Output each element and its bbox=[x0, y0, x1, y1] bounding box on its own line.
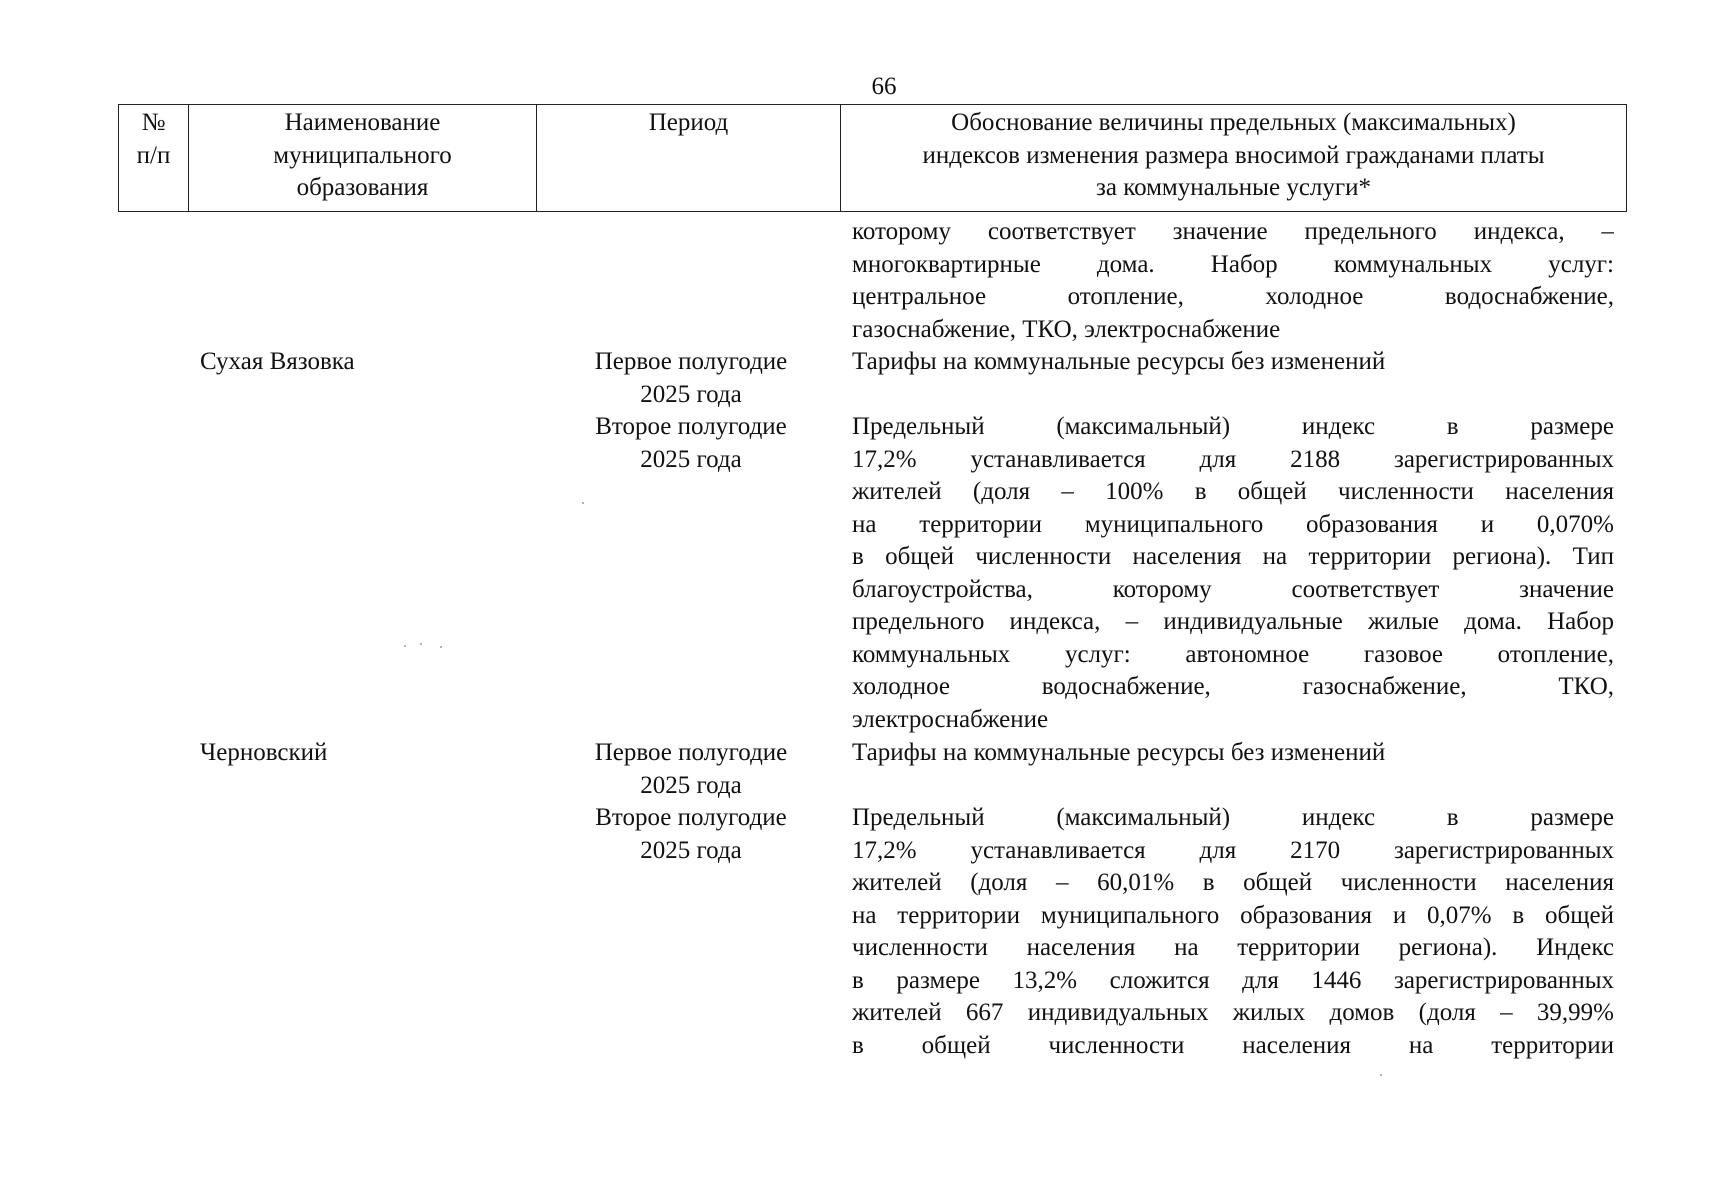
header-name-line: муниципального bbox=[273, 141, 452, 169]
paragraph-line: электроснабжение bbox=[852, 705, 1049, 733]
paragraph-line: Тарифы на коммунальные ресурсы без изменений bbox=[852, 739, 1386, 766]
period-line: Первое полугодие bbox=[594, 739, 788, 766]
scan-speck bbox=[404, 645, 406, 647]
period-line: 2025 года bbox=[640, 836, 742, 864]
reason-paragraph bbox=[852, 411, 1614, 736]
period-line: Первое полугодие bbox=[594, 348, 788, 375]
header-name-line: образования bbox=[296, 174, 429, 201]
paragraph-line: предельного индекса, – индивидуальные жилые дома. Набор bbox=[852, 608, 1614, 635]
scan-speck bbox=[582, 502, 584, 504]
paragraph-line: холодное водоснабжение, газоснабжение, ТКО, bbox=[852, 673, 1614, 700]
continuation-paragraph bbox=[852, 216, 1614, 346]
paragraph-line: коммунальных услуг: автономное газовое отопление, bbox=[852, 640, 1614, 668]
paragraph-line: численности населения на территории региона). Индекс bbox=[852, 934, 1614, 961]
paragraph-line: 17,2% устанавливается для 2188 зарегистрированных bbox=[852, 445, 1614, 473]
paragraph-line: газоснабжение, ТКО, электроснабжение bbox=[852, 315, 1281, 343]
scan-speck bbox=[440, 646, 442, 648]
paragraph-line: благоустройства, которому соответствует значение bbox=[852, 575, 1614, 603]
paragraph-line: многоквартирные дома. Набор коммунальных услуг: bbox=[852, 250, 1614, 278]
header-reason-line: за коммунальные услуги* bbox=[1095, 174, 1372, 201]
period-line: Второе полугодие bbox=[595, 413, 787, 440]
paragraph-line: на территории муниципального образования и 0,07% в общей bbox=[852, 901, 1614, 929]
header-reason-line: Обоснование величины предельных (максимальных) bbox=[951, 109, 1516, 136]
header-cell-number bbox=[119, 105, 189, 212]
header-number-line: № bbox=[141, 109, 166, 136]
paragraph-line: жителей 667 индивидуальных жилых домов (доля – 39,99% bbox=[852, 999, 1614, 1026]
period-line: 2025 года bbox=[640, 445, 742, 473]
period-first-half bbox=[556, 346, 826, 411]
paragraph-line: Предельный (максимальный) индекс в размере bbox=[852, 413, 1614, 440]
header-cell-reason bbox=[841, 105, 1627, 212]
scan-speck bbox=[420, 643, 422, 645]
period-line: 2025 года bbox=[640, 380, 742, 408]
municipality-name: Сухая Вязовка bbox=[200, 348, 355, 375]
header-number-line: п/п bbox=[136, 141, 171, 169]
paragraph-line: которому соответствует значение предельного индекса, – bbox=[852, 218, 1614, 245]
paragraph-line: Тарифы на коммунальные ресурсы без изменений bbox=[852, 348, 1386, 375]
table-header bbox=[118, 104, 1627, 212]
municipality-name: Черновский bbox=[200, 739, 328, 766]
paragraph-line: центральное отопление, холодное водоснабжение, bbox=[852, 283, 1614, 310]
period-second-half bbox=[556, 411, 826, 476]
page-number: 66 bbox=[871, 73, 897, 100]
paragraph-line: жителей (доля – 100% в общей численности населения bbox=[852, 478, 1614, 505]
period-line: 2025 года bbox=[640, 771, 742, 799]
period-first-half bbox=[556, 737, 826, 802]
period-second-half bbox=[556, 802, 826, 867]
header-cell-period bbox=[537, 105, 841, 212]
period-line: Второе полугодие bbox=[595, 804, 787, 831]
header-name-line: Наименование bbox=[284, 109, 441, 136]
header-period-line: Период bbox=[648, 109, 729, 136]
paragraph-line: в общей численности населения на территории bbox=[852, 1031, 1614, 1059]
table-header-row bbox=[119, 105, 1627, 212]
header-reason-line: индексов изменения размера вносимой гражданами платы bbox=[922, 141, 1545, 169]
reason-paragraph bbox=[852, 802, 1614, 1062]
paragraph-line: на территории муниципального образования и 0,070% bbox=[852, 510, 1614, 538]
paragraph-line: в размере 13,2% сложится для 1446 зарегистрированных bbox=[852, 966, 1614, 994]
scan-speck bbox=[1380, 1074, 1382, 1076]
reason-paragraph bbox=[852, 737, 1614, 770]
paragraph-line: в общей численности населения на территории региона). Тип bbox=[852, 543, 1614, 570]
header-cell-name bbox=[189, 105, 537, 212]
reason-paragraph bbox=[852, 346, 1614, 379]
paragraph-line: 17,2% устанавливается для 2170 зарегистрированных bbox=[852, 836, 1614, 864]
paragraph-line: жителей (доля – 60,01% в общей численности населения bbox=[852, 869, 1614, 896]
paragraph-line: Предельный (максимальный) индекс в размере bbox=[852, 804, 1614, 831]
